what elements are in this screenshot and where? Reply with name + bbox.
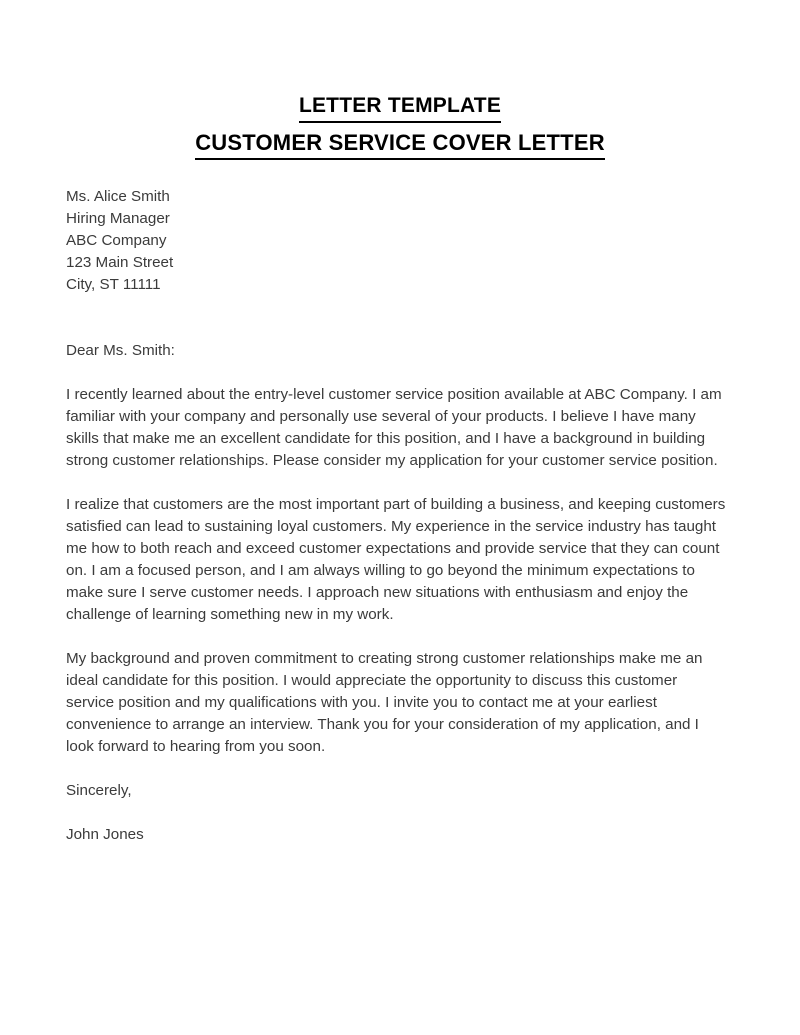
closing-salutation: Sincerely, <box>66 782 132 799</box>
title-line-1 <box>0 92 800 123</box>
recipient-address-block <box>66 186 728 296</box>
body-paragraph-3: My background and proven commitment to creating strong customer relationships make me an ideal candidate for this position. I would appreciate the opportunity to discuss this customer service position and my qualifications with you. I invite you to contact me at your earliest convenience to arrange an interview. Thank you for your consideration of my application, and I look forward to hearing from you soon. <box>66 650 703 755</box>
spacer-before-paragraph-1 <box>66 362 728 384</box>
recipient-line-name: Ms. Alice Smith <box>66 188 170 205</box>
recipient-line-company: ABC Company <box>66 232 167 249</box>
spacer-before-signature <box>66 802 728 824</box>
title-line-2-text: CUSTOMER SERVICE COVER LETTER <box>195 129 605 160</box>
title-line-2 <box>0 129 800 160</box>
salutation: Dear Ms. Smith: <box>66 342 175 359</box>
body-paragraph-2: I realize that customers are the most important part of building a business, and keeping customers satisfied can lead to sustaining loyal customers. My experience in the service industry has taught me how to both reach and exceed customer expectations and provide service that they can count on. I am a focused person, and I am always willing to go beyond the minimum expectations to make sure I serve customer needs. I approach new situations with enthusiasm and enjoy the challenge of learning something new in my work. <box>66 496 726 623</box>
spacer-before-paragraph-2 <box>66 472 728 494</box>
recipient-line-city-state-zip: City, ST 11111 <box>66 276 161 293</box>
signature-name: John Jones <box>66 826 144 843</box>
spacer-before-closing <box>66 758 728 780</box>
title-line-1-text: LETTER TEMPLATE <box>299 92 501 123</box>
document-title-block <box>0 92 800 160</box>
recipient-line-street: 123 Main Street <box>66 254 174 271</box>
recipient-line-title: Hiring Manager <box>66 210 170 227</box>
body-paragraph-1: I recently learned about the entry-level customer service position available at ABC Company. I am familiar with your company and personally use several of your products. I believe I have many skills that make me an excellent candidate for this position, and I have a background in building strong customer relationships. Please consider my application for your customer service position. <box>66 386 722 469</box>
spacer-before-paragraph-3 <box>66 626 728 648</box>
letter-body <box>66 186 728 846</box>
spacer-before-salutation <box>66 296 728 340</box>
